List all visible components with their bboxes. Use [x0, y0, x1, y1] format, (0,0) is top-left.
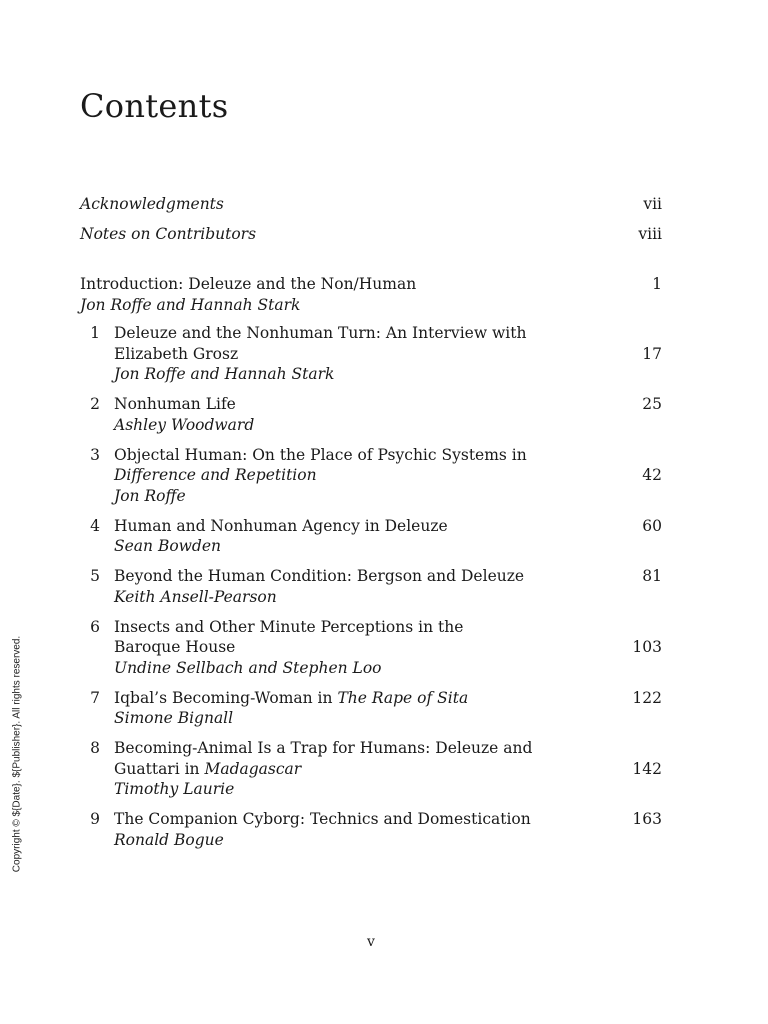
- toc-entry-chapter-4[interactable]: [80, 516, 662, 557]
- toc-entry-page: 122: [632, 688, 662, 707]
- toc-entry-chapter-9[interactable]: [80, 809, 662, 850]
- toc-entry-title: Introduction: Deleuze and the Non/Human: [80, 275, 417, 293]
- toc-entry-title-line: [114, 759, 606, 780]
- toc-entry-chapter-3[interactable]: [80, 445, 662, 507]
- toc-entry-introduction[interactable]: [80, 274, 662, 315]
- toc-entry-author: Undine Sellbach and Stephen Loo: [114, 658, 382, 677]
- toc-entry-title-roman: Guattari in: [114, 759, 205, 778]
- toc-entry-title-roman: Iqbal’s Becoming-Woman in: [114, 688, 338, 707]
- toc-entry-page: 142: [632, 759, 662, 778]
- toc-entry-page: vii: [643, 195, 662, 213]
- chapter-number: 4: [90, 516, 100, 535]
- toc-entry-title-italic: Madagascar: [204, 759, 302, 778]
- page-title: Contents: [80, 87, 229, 125]
- toc-entry-author: Jon Roffe: [114, 486, 186, 505]
- toc-entry-title: Nonhuman Life: [114, 395, 236, 413]
- copyright-notice: Copyright © ${Date}. ${Publisher}. All rights reserved.: [11, 635, 23, 873]
- toc-entry-page: 81: [642, 567, 662, 585]
- toc-entry-title-line: Becoming-Animal Is a Trap for Humans: Deleuze and: [114, 739, 533, 757]
- toc-entry-chapter-7[interactable]: [80, 688, 662, 729]
- chapter-number: 1: [90, 324, 100, 342]
- chapter-number: 5: [90, 567, 100, 585]
- chapter-number: 2: [90, 395, 100, 413]
- toc-entry-title-line: Objectal Human: On the Place of Psychic Systems in: [114, 445, 527, 464]
- toc-entry-author: Jon Roffe and Hannah Stark: [114, 365, 335, 383]
- chapter-number: 8: [90, 739, 100, 757]
- table-of-contents: [80, 194, 662, 850]
- toc-entry-title-line: Difference and Repetition: [114, 466, 317, 484]
- toc-entry-acknowledgments[interactable]: [80, 194, 662, 224]
- toc-entry-page: viii: [638, 225, 662, 243]
- toc-entry-page: 25: [642, 395, 662, 413]
- toc-entry-page: 103: [632, 638, 662, 656]
- toc-entry-page: 60: [642, 516, 662, 535]
- toc-entry-author: Simone Bignall: [114, 709, 234, 727]
- chapter-number: 6: [90, 617, 100, 636]
- toc-entry-title-italic: The Rape of Sita: [337, 688, 469, 707]
- chapter-number: 9: [90, 810, 100, 828]
- toc-entry-page: 163: [632, 810, 662, 828]
- toc-entry-chapter-8[interactable]: [80, 738, 662, 800]
- toc-entry-chapter-5[interactable]: [80, 566, 662, 607]
- toc-entry-title-line: Elizabeth Grosz: [114, 344, 239, 363]
- toc-entry-title: Notes on Contributors: [80, 225, 257, 243]
- toc-entry-author: Sean Bowden: [114, 537, 222, 555]
- toc-entry-title: Human and Nonhuman Agency in Deleuze: [114, 516, 448, 535]
- toc-entry-page: 17: [642, 344, 662, 363]
- toc-entry-title: [114, 688, 606, 709]
- toc-entry-author: Keith Ansell-Pearson: [114, 587, 277, 606]
- toc-entry-chapter-1[interactable]: [80, 323, 662, 385]
- toc-entry-page: 1: [652, 275, 662, 293]
- toc-entry-author: Ronald Bogue: [114, 830, 224, 849]
- toc-entry-title-line: Insects and Other Minute Perceptions in the: [114, 617, 464, 636]
- toc-entry-page: 42: [642, 466, 662, 484]
- page-number: v: [367, 934, 375, 950]
- toc-entry-title-line: Deleuze and the Nonhuman Turn: An Interview with: [114, 324, 527, 342]
- toc-entry-author: Timothy Laurie: [114, 780, 235, 798]
- toc-entry-chapter-2[interactable]: [80, 394, 662, 435]
- chapter-number: 3: [90, 445, 100, 464]
- toc-entry-title: The Companion Cyborg: Technics and Domestication: [114, 810, 531, 828]
- toc-entry-title: Beyond the Human Condition: Bergson and Deleuze: [114, 567, 525, 585]
- toc-entry-notes-on-contributors[interactable]: [80, 224, 662, 254]
- toc-entry-title: Acknowledgments: [80, 195, 224, 213]
- toc-entry-title-line: Baroque House: [114, 638, 236, 656]
- toc-entry-chapter-6[interactable]: [80, 617, 662, 679]
- toc-entry-author: Jon Roffe and Hannah Stark: [80, 295, 301, 314]
- toc-entry-author: Ashley Woodward: [114, 415, 255, 434]
- chapter-number: 7: [90, 688, 100, 707]
